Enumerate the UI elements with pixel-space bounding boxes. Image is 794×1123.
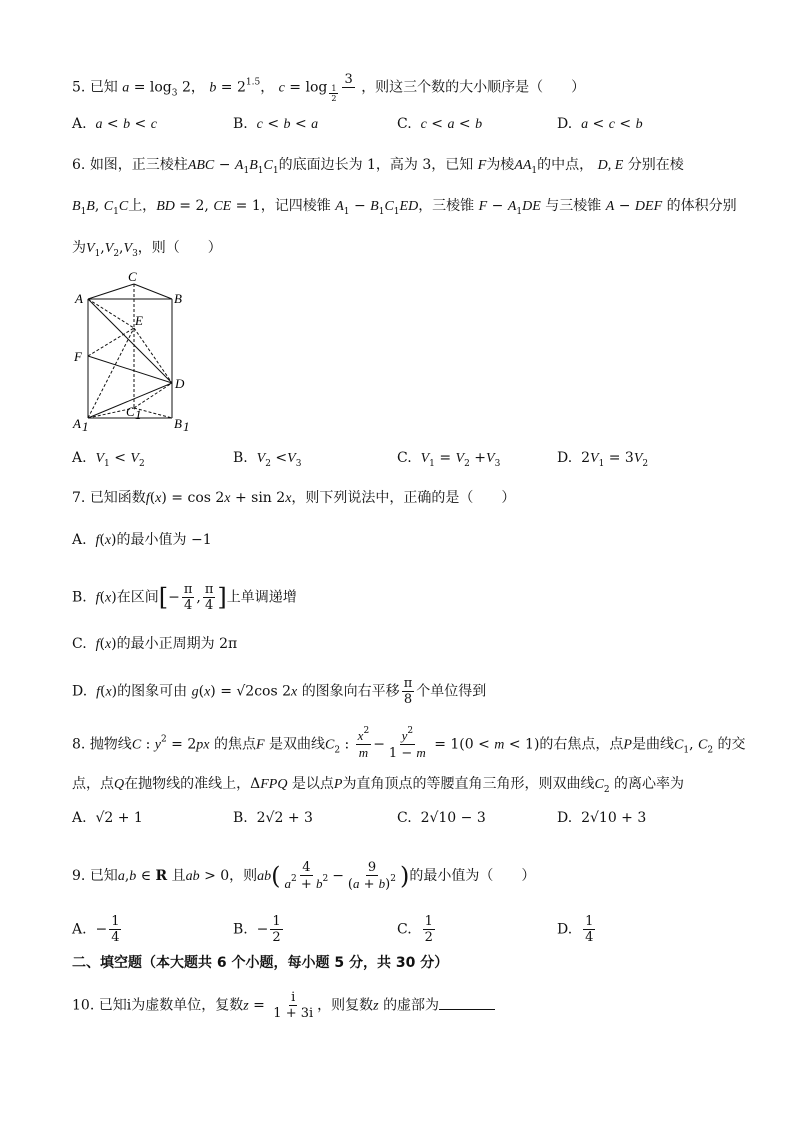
label-F: F bbox=[74, 349, 82, 364]
option-a[interactable]: A. − $\frac{1}{4}$ bbox=[72, 914, 120, 945]
option-b[interactable]: B. 2√2 + 3 bbox=[233, 810, 313, 826]
label-A: A bbox=[75, 291, 83, 306]
question-7: 7. 已知函数f(x) = cos 2x + sin 2x，则下列说法中，正确的是（ ） bbox=[72, 490, 516, 506]
question-6-line-1: 6. 如图，正三棱柱ABC − $A_1B_1C_1$的底面边长为 1，高为 3，已知 F为棱$AA_1$的中点， D, E 分别在棱 bbox=[72, 157, 684, 176]
question-number: 10. bbox=[72, 997, 95, 1014]
option-d[interactable]: D. f(x)的图象可由 g(x) = √2cos 2x 的图象向右平移 $\frac{\pi}{8}$ 个单位得到 bbox=[72, 676, 487, 707]
option-a[interactable]: A. a < b < c bbox=[72, 116, 157, 132]
question-6-line-2: $B_1B$, $C_1C$上，BD = 2, CE = 1，记四棱锥 $A_1 - B_1C_1ED$，三棱锥 $F - A_1DE$ 与三棱锥 A − DEF 的体积分别 bbox=[72, 198, 737, 217]
option-d[interactable]: D. $\frac{1}{4}$ bbox=[557, 914, 594, 945]
label-C: C bbox=[128, 269, 137, 284]
option-b[interactable]: B. − $\frac{1}{2}$ bbox=[233, 914, 281, 945]
label-B1: B bbox=[174, 416, 182, 431]
label-A1: A bbox=[73, 416, 81, 431]
question-10: 10. 已知i为虚数单位，复数z = $\frac{i}{1 + 3i}$ ，则复数z 的虚部为 bbox=[72, 990, 495, 1021]
svg-text:1: 1 bbox=[135, 407, 142, 422]
section-title: 二、填空题（本大题共 6 个小题，每小题 5 分，共 30 分） bbox=[72, 955, 449, 971]
option-b[interactable]: B. c < b < a bbox=[233, 116, 319, 132]
label-C1: C bbox=[126, 404, 135, 419]
label-E: E bbox=[135, 313, 143, 328]
option-c[interactable]: C. f(x)的最小正周期为 2π bbox=[72, 636, 238, 652]
svg-text:1: 1 bbox=[82, 419, 89, 434]
option-b[interactable]: B. f(x)在区间[− $\frac{\pi}{4}$ , $\frac{\pi}{4}$ ]上单调递增 bbox=[72, 582, 297, 613]
label-D: D bbox=[175, 376, 185, 391]
option-a[interactable]: A. √2 + 1 bbox=[72, 810, 143, 826]
option-d[interactable]: D. 2√10 + 3 bbox=[557, 810, 647, 826]
option-c[interactable]: C. c < a < b bbox=[397, 116, 483, 132]
question-5: 5. 已知 $a = \log_3 2$， $b = 2^{1.5}$， c = log $_{\frac{1}{2}}$ 3 ，则这三个数的大小顺序是（ ） bbox=[72, 72, 586, 103]
question-8-line-2: 点，点Q在抛物线的准线上，ΔFPQ 是以点P为直角顶点的等腰直角三角形，则双曲线$C_2$ 的离心率为 bbox=[72, 776, 685, 795]
question-number: 7. bbox=[72, 490, 86, 506]
option-d[interactable]: D. a < c < b bbox=[557, 116, 643, 132]
option-c[interactable]: C. 2√10 − 3 bbox=[397, 810, 486, 826]
question-number: 9. bbox=[72, 868, 86, 884]
option-c[interactable]: C. $\frac{1}{2}$ bbox=[397, 914, 433, 945]
option-a[interactable]: A. $V_1 < V_2$ bbox=[72, 450, 145, 469]
question-9: 9. 已知a,b ∈ R 且ab > 0，则ab( $\frac{4}{a^2 + b^2}$ − $\frac{9}{(a + b)^2}$ )的最小值为（ ） bbox=[72, 860, 536, 892]
question-number: 5. bbox=[72, 79, 86, 96]
label-B: B bbox=[174, 291, 182, 306]
answer-blank[interactable] bbox=[439, 995, 495, 1010]
question-6-line-3: 为$V_1,V_2,V_3$，则（ ） bbox=[72, 240, 222, 259]
svg-text:1: 1 bbox=[183, 419, 190, 434]
question-number: 6. bbox=[72, 157, 86, 173]
option-a[interactable]: A. f(x)的最小值为 −1 bbox=[72, 532, 212, 548]
question-number: 8. bbox=[72, 736, 86, 753]
question-8-line-1: 8. 抛物线C : $y^2 = 2px$ 的焦点F 是双曲线$C_2$ : $\frac{x^2}{m}$ − $\frac{y^2}{1 - m}$ = 1(0 < m < 1)的右焦点，点P是曲线$C_1$, $C_2$ 的交 bbox=[72, 726, 746, 761]
option-b[interactable]: B. $V_2 <V_3$ bbox=[233, 450, 302, 469]
option-d[interactable]: D. $2V_1 = 3V_2$ bbox=[557, 450, 649, 469]
option-c[interactable]: C. $V_1 = V_2 +V_3$ bbox=[397, 450, 501, 469]
prism-figure bbox=[68, 268, 198, 436]
